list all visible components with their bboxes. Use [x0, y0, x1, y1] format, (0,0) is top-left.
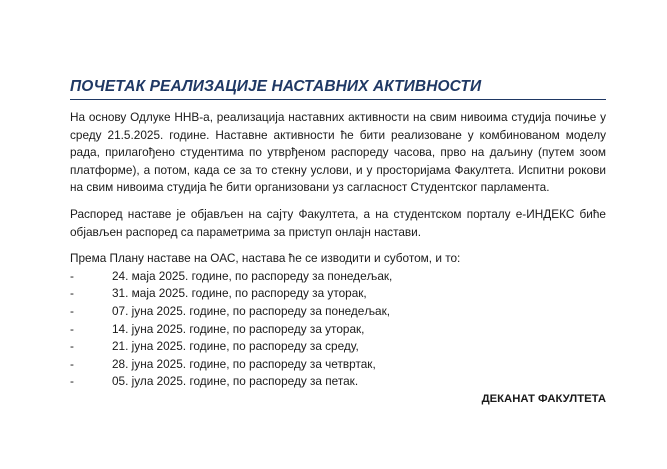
list-item-text: 31. маја 2025. године, по распореду за уторак,	[112, 286, 367, 301]
list-bullet: -	[70, 374, 74, 389]
document-page	[70, 78, 606, 408]
list-item	[70, 321, 606, 339]
list-item-text: 28. јуна 2025. године, по распореду за четвртак,	[112, 356, 376, 371]
list-item	[70, 338, 606, 356]
signature: ДЕКАНАТ ФАКУЛТЕТА	[481, 392, 606, 405]
list-bullet: -	[70, 356, 74, 371]
list-item-text: 21. јуна 2025. године, по распореду за среду,	[112, 339, 359, 354]
document-heading: ПОЧЕТАК РЕАЛИЗАЦИЈЕ НАСТАВНИХ АКТИВНОСТИ	[70, 78, 606, 100]
paragraph-schedule-published: Распоред наставе је објављен на сајту Факултета, а на студентском порталу е-ИНДЕКС биће објављен распоред са параметрима за приступ онлајн настави.	[70, 206, 606, 239]
list-item	[70, 268, 606, 286]
list-bullet: -	[70, 303, 74, 318]
list-bullet: -	[70, 268, 74, 283]
list-bullet: -	[70, 321, 74, 336]
list-item	[70, 285, 606, 303]
list-item-text: 07. јуна 2025. године, по распореду за понедељак,	[112, 303, 391, 318]
list-bullet: -	[70, 339, 74, 354]
list-bullet: -	[70, 286, 74, 301]
paragraph-start-date: На основу Одлуке ННВ-а, реализација наставних активности на свим нивоима студија почиње у среду 21.5.2025. године. Наставне активности ће бити реализоване у комбинованом моделу рада, прилагођено студентима по утврђеном распореду часова, прво на даљину (путем зоом платформе), а потом, када се за то стекну услови, и у просторијама Факултета. Испитни рокови на свим нивоима студија ће бити организовани уз сагласност Студентског парламента.	[70, 110, 606, 195]
list-item	[70, 356, 606, 374]
list-item-text: 05. јула 2025. године, по распореду за петак.	[112, 374, 359, 389]
saturday-list-intro: Према Плану наставе на ОАС, настава ће се изводити и суботом, и то:	[70, 251, 461, 266]
list-item-text: 14. јуна 2025. године, по распореду за уторак,	[112, 321, 365, 336]
list-item	[70, 303, 606, 321]
saturday-schedule-list	[70, 268, 606, 391]
list-item	[70, 373, 606, 391]
list-item-text: 24. маја 2025. године, по распореду за понедељак,	[112, 268, 393, 283]
